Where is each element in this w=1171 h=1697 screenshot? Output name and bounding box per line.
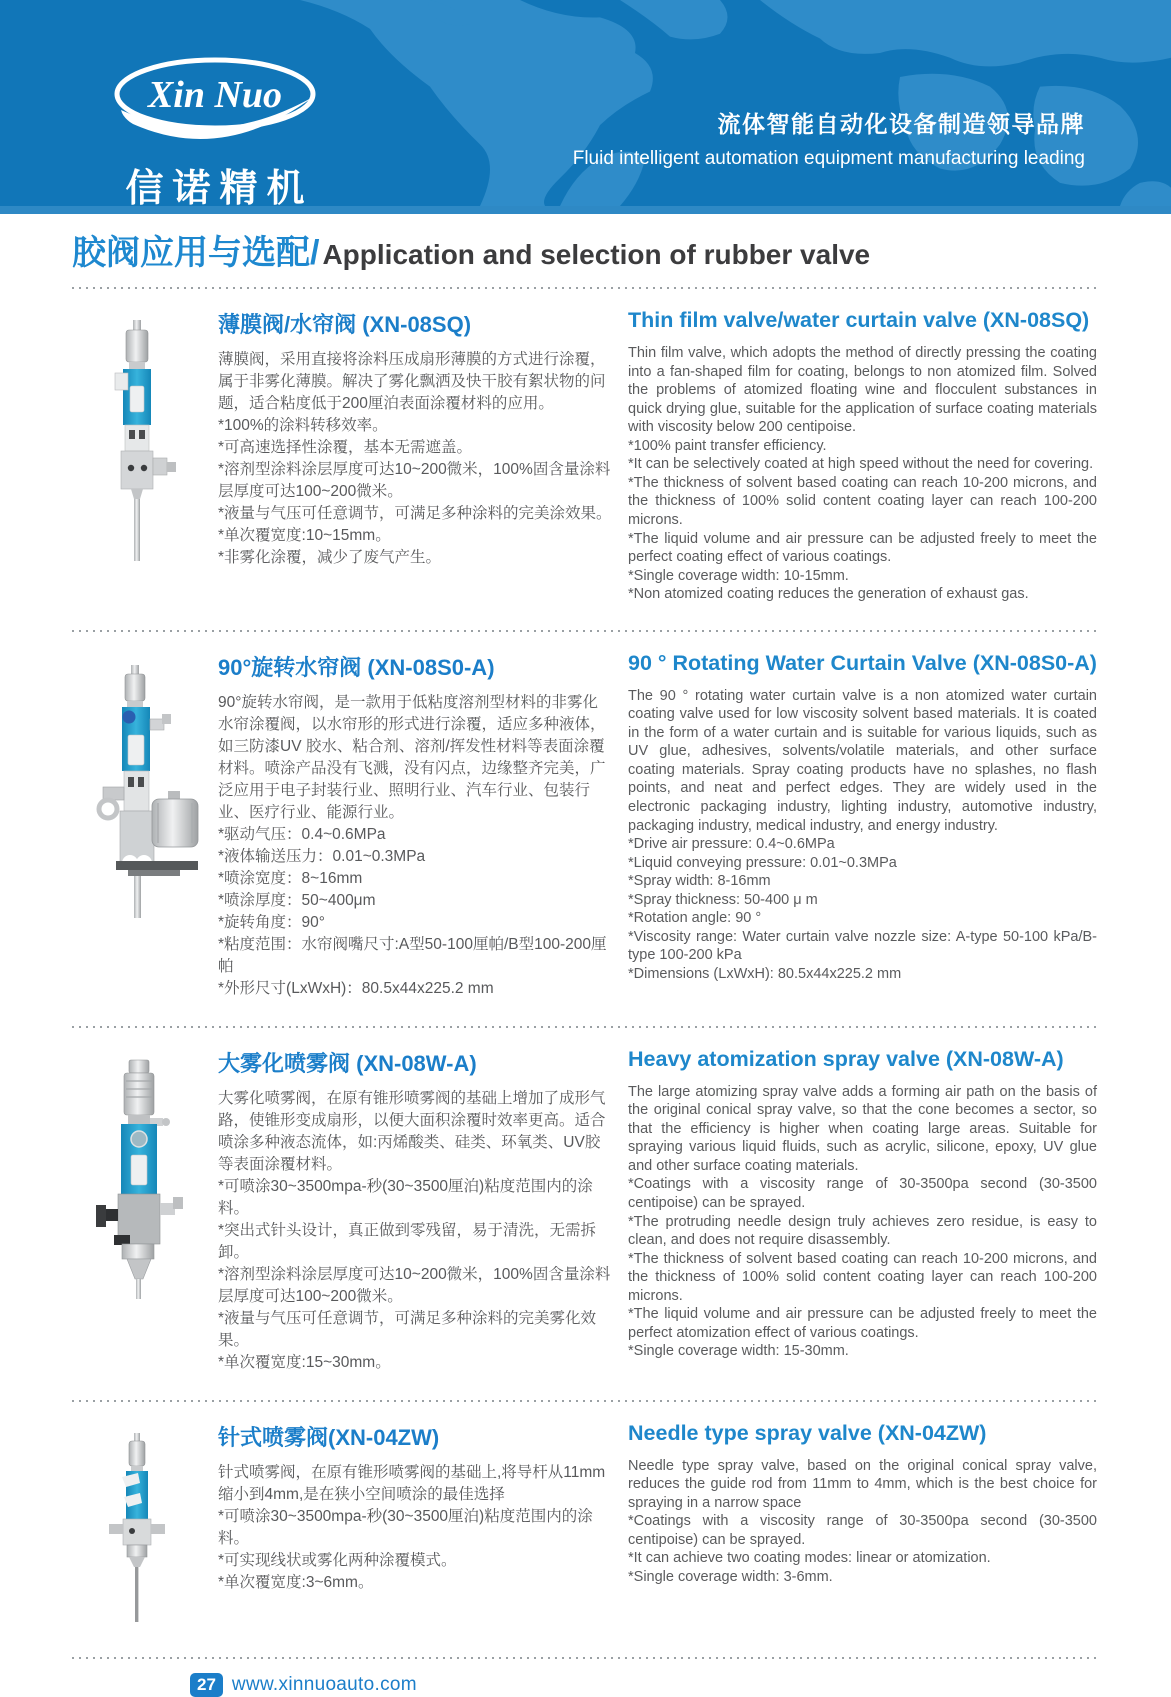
paragraph: 针式喷雾阀，在原有锥形喷雾阀的基础上,将导杆从11mm缩小到4mm,是在狭小空间喷涂的最佳选择 [218,1463,606,1503]
product-section-xn-08w-a [72,1028,1097,1386]
paragraph: *液量与气压可任意调节，可满足多种涂料的完美雾化效果。 [218,1309,597,1349]
paragraph: *Single coverage width: 15-30mm. [628,1343,849,1360]
paragraph: *外形尺寸(LxWxH)：80.5x44x225.2 mm [218,979,494,997]
website-link[interactable]: www.xinnuoauto.com [231,1673,417,1695]
paragraph: The 90 ° rotating water curtain valve is a non atomized water curtain coating valve used for low viscosity solvent based materials. It is coated in the form of a water curtain and is suitable for various liquids, such as UV glue, adhesives, solvents/volatile materials, and other surface coating materials. Spray coating products have no splashes, no flash points, and neat and perfect edges. They are widely used in the electronic packaging industry, lighting industry, automotive industry, packaging industry, medical industry, and energy industry. [628,687,1097,834]
paragraph: *单次覆宽度:3~6mm。 [218,1573,374,1591]
paragraph: 90°旋转水帘阀，是一款用于低粘度溶剂型材料的非雾化水帘涂覆阀，以水帘形的形式进行涂覆，适应多种液体，如三防漆UV 胶水、粘合剂、溶剂/挥发性材料等表面涂覆材料。喷涂产品没有飞溅，没有闪点，边缘整齐完美，广泛应用于电子封装行业、照明行业、汽车行业、包装行业、医疗行业、能源行业。 [218,693,606,821]
paragraph: *单次覆宽度:15~30mm。 [218,1353,391,1371]
section-text-zh [218,304,612,604]
section-text-zh [218,647,612,1000]
paragraph: *Liquid conveying pressure: 0.01~0.3MPa [628,854,897,871]
svg-text:Xin Nuo: Xin Nuo [147,74,282,116]
product-section-xn-08sq [72,289,1097,616]
paragraph: *Coatings with a viscosity range of 30-3500pa second (30-3500 centipoise) can be sprayed. [628,1176,1097,1212]
page-title [72,234,1097,273]
tagline-chinese: 流体智能自动化设备制造领导品牌 [717,111,1085,137]
product-title-zh: 大雾化喷雾阀 (XN-08W-A) [218,1050,477,1076]
paragraph: *Rotation angle: 90 ° [628,910,762,927]
product-title-zh: 薄膜阀/水帘阀 (XN-08SQ) [218,312,472,338]
paragraph: *The protruding needle design truly achieves zero residue, is easy to clean, and does not require disassembly. [628,1213,1097,1249]
paragraph: *Dimensions (LxWxH): 80.5x44x225.2 mm [628,965,902,982]
tagline-english: Fluid intelligent automation equipment manufacturing leading [572,148,1085,169]
paragraph: *驱动气压：0.4~0.6MPa [218,825,386,843]
product-section-xn-08s0-a [72,632,1097,1012]
heavy-atomization-spray-valve-photo [77,1057,197,1322]
dotted-divider [72,1657,1097,1659]
paragraph: *Drive air pressure: 0.4~0.6MPa [628,836,835,853]
paragraph: *单次覆宽度:10~15mm。 [218,527,391,545]
paragraph: *Non atomized coating reduces the generation of exhaust gas. [628,586,1029,603]
paragraph: Needle type spray valve, based on the original conical spray valve, reduces the guide rod from 11mm to 4mm, which is the best choice for spraying in a narrow space [628,1457,1097,1511]
product-title-en: Needle type spray valve (XN-04ZW) [628,1420,987,1445]
company-logo [100,52,330,212]
paragraph: *It can achieve two coating modes: linear or atomization. [628,1550,991,1567]
paragraph: *粘度范围：水帘阀嘴尺寸:A型50-100厘帕/B型100-200厘帕 [218,935,607,975]
paragraph: 薄膜阀，采用直接将涂料压成扇形薄膜的方式进行涂覆，属于非雾化薄膜。解决了雾化飘洒及快干胶有絮状物的问题，适合粘度低于200厘泊表面涂覆材料的应用。 [218,351,606,413]
paragraph: *The thickness of solvent based coating can reach 10-200 microns, and the thickness of 100% solid content coating layer can reach 100-200 microns. [628,1250,1097,1304]
section-text-en [628,1043,1097,1374]
page-content [0,234,1171,1697]
xinnuo-logo-icon [103,52,328,147]
product-section-xn-04zw [72,1402,1097,1643]
paragraph: *溶剂型涂料涂层厚度可达10~200微米，100%固含量涂料层厚度可达100~200微米。 [218,1265,611,1305]
paragraph: *It can be selectively coated at high speed without the need for covering. [628,456,1094,473]
paragraph: *可喷涂30~3500mpa-秒(30~3500厘泊)粘度范围内的涂料。 [218,1507,593,1547]
paragraph: *可高速选择性涂覆，基本无需遮盖。 [218,439,473,457]
page-number-badge: 27 [190,1673,223,1697]
paragraph: *可实现线状或雾化两种涂覆模式。 [218,1551,457,1569]
rotating-water-curtain-valve-photo [72,661,202,921]
product-title-zh: 针式喷雾阀(XN-04ZW) [218,1424,440,1450]
paragraph: *The liquid volume and air pressure can be adjusted freely to meet the perfect coating effect of various coatings. [628,530,1097,566]
paragraph: 大雾化喷雾阀，在原有锥形喷雾阀的基础上增加了成形气路，使锥形变成扇形，以便大面积涂覆时效率更高。适合喷涂多种液态流体，如:丙烯酸类、硅类、环氧类、UV胶等表面涂覆材料。 [218,1089,606,1173]
paragraph: *Coatings with a viscosity range of 30-3500pa second (30-3500 centipoise) can be sprayed. [628,1513,1097,1548]
paragraph: *液体输送压力：0.01~0.3MPa [218,847,426,865]
section-text-zh [218,1043,612,1374]
product-title-en: 90 ° Rotating Water Curtain Valve (XN-08S0-A) [628,650,1097,675]
header-tagline [573,106,1085,170]
page-footer [190,1673,1097,1697]
needle-type-spray-valve-photo [82,1431,192,1631]
paragraph: *Spray width: 8-16mm [628,873,771,890]
page-title-zh: 胶阀应用与选配/ [72,234,320,272]
page-title-en: Application and selection of rubber valve [322,239,871,270]
paragraph: *溶剂型涂料涂层厚度可达10~200微米，100%固含量涂料层厚度可达100~200微米。 [218,461,611,501]
header-banner [0,0,1171,214]
paragraph: *The liquid volume and air pressure can be adjusted freely to meet the perfect atomization effect of various coatings. [628,1306,1097,1341]
paragraph: *液量与气压可任意调节，可满足多种涂料的完美涂效果。 [218,505,612,523]
paragraph: The large atomizing spray valve adds a forming air path on the basis of the original conical spray valve, so that the cone becomes a sector, so that the efficiency is higher when coating large areas. Suitable for spraying various liquid fluids, such as acrylic, silicone, epoxy, UV glue and other surface coating materials. [628,1083,1097,1174]
product-title-en: Thin film valve/water curtain valve (XN-08SQ) [628,308,1090,333]
paragraph: *喷涂厚度：50~400μm [218,891,376,909]
product-title-en: Heavy atomization spray valve (XN-08W-A) [628,1046,1064,1071]
paragraph: *喷涂宽度：8~16mm [218,869,363,887]
paragraph: *100% paint transfer efficiency. [628,437,827,454]
paragraph: *Viscosity range: Water curtain valve nozzle size: A-type 50-100 kPa/B-type 100-200 kPa [628,928,1097,964]
section-text-en [628,1417,1097,1631]
paragraph: *Single coverage width: 10-15mm. [628,567,849,584]
section-text-en [628,647,1097,1000]
thin-film-valve-photo [82,318,192,568]
paragraph: *Single coverage width: 3-6mm. [628,1569,833,1586]
paragraph: *旋转角度：90° [218,913,325,931]
paragraph: Thin film valve, which adopts the method of directly pressing the coating into a fan-shaped film for coating, belongs to non atomized film. Solved the problems of atomized floating wine and flocculent substances in quick drying glue, suitable for the application of surface coating materials with viscosity below 200 centipoise. [628,345,1097,436]
paragraph: *可喷涂30~3500mpa-秒(30~3500厘泊)粘度范围内的涂料。 [218,1177,593,1217]
paragraph: *100%的涂料转移效率。 [218,417,388,435]
paragraph: *The thickness of solvent based coating can reach 10-200 microns, and the thickness of 100% solid content coating layer can reach 100-200 microns. [628,474,1097,529]
section-text-zh [218,1417,612,1631]
paragraph: *Spray thickness: 50-400 μ m [628,891,818,908]
paragraph: *非雾化涂覆，减少了废气产生。 [218,549,442,567]
company-name-cn: 信诺精机 [125,168,314,210]
product-title-zh: 90°旋转水帘阀 (XN-08S0-A) [218,654,495,680]
section-text-en [628,304,1097,604]
paragraph: *突出式针头设计，真正做到零残留，易于清洗，无需拆卸。 [218,1221,597,1261]
